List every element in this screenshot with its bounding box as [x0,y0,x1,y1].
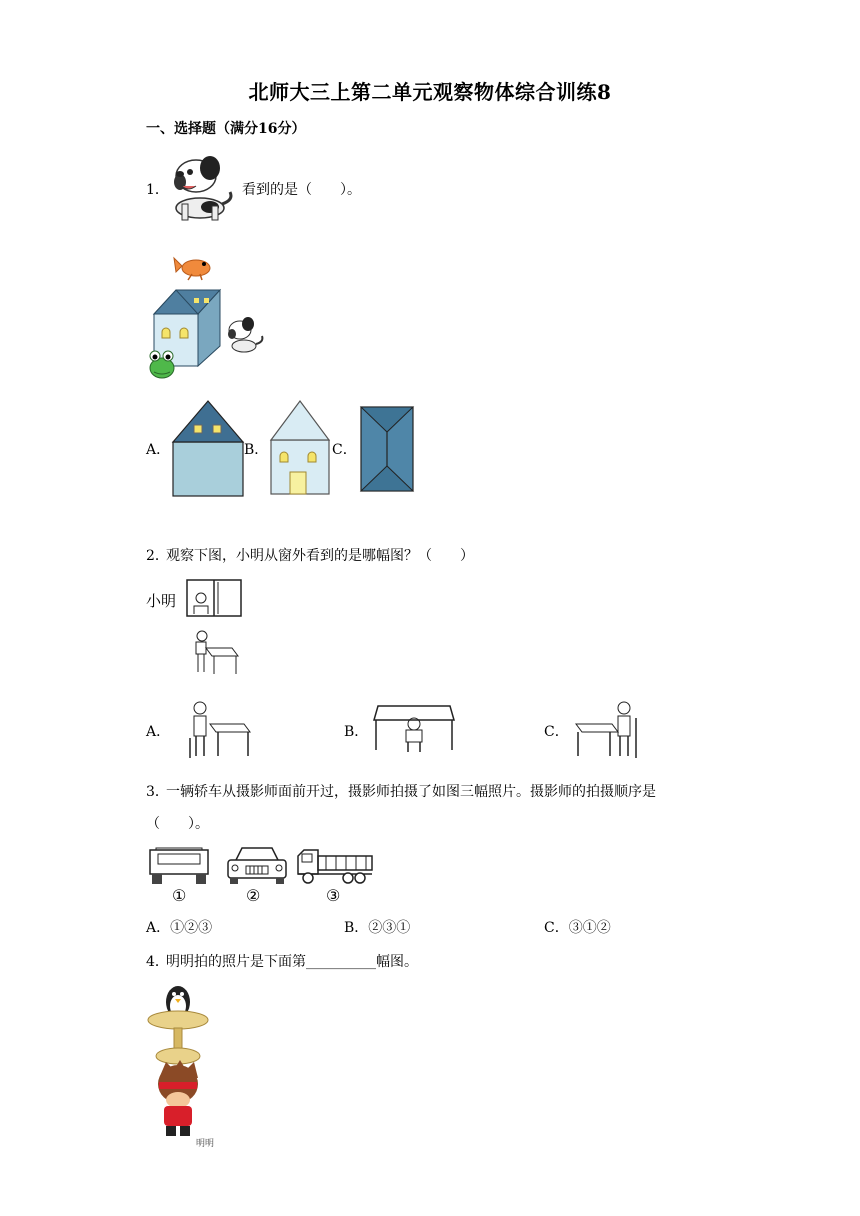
photo-label-2: ② [246,886,261,905]
front-view-figure [572,698,640,760]
q2-option-a: A． [146,724,171,740]
house-scene-figure [144,250,274,382]
q4-text: 明明拍的照片是下面第__________幅图。 [166,954,418,970]
q2-option-c: C． [544,724,569,740]
house-front-roof-figure [172,400,246,498]
page-title: 北师大三上第二单元观察物体综合训练8 [248,80,612,104]
side-view-figure [188,698,254,760]
car-front-figure [226,846,288,886]
xiaoming-label: 小明 [146,592,177,610]
section-heading: 一、选择题（满分16分） [146,121,306,137]
q2-number: 2． [146,548,169,564]
q1-option-b: B． [244,442,269,458]
round-table-icon [148,1011,208,1064]
photo-label-1: ① [172,886,187,905]
q3-text-line1: 一辆轿车从摄影师面前开过，摄影师拍摄了如图三幅照片。摄影师的拍摄顺序是 [166,784,656,800]
truck-side-figure [296,846,374,886]
back-view-figure [372,704,456,754]
penguin-table-boy-figure [146,984,216,1146]
q2-text: 观察下图，小明从窗外看到的是哪幅图？（ ） [166,548,474,564]
bird-icon [174,258,210,280]
dog-icon [228,317,262,352]
q3-text-line2: （ ）。 [146,816,209,832]
roof-top-view-figure [360,406,416,494]
q3-option-a: A．①②③ [146,920,213,936]
truck-back-figure [148,846,210,886]
mingming-label: 明明 [196,1139,215,1149]
q2-option-b: B． [344,724,369,740]
q1-option-a: A． [146,442,171,458]
boy-icon [158,1060,198,1136]
q1-text: 看到的是（ ）。 [242,182,361,198]
q3-number: 3． [146,784,169,800]
q3-option-b: B．②③① [344,920,411,936]
photo-label-3: ③ [326,886,341,905]
window-desk-figure [186,578,246,682]
house-front-figure [270,400,332,496]
q4-number: 4． [146,954,169,970]
q1-option-c: C． [332,442,357,458]
dog-icon [166,152,236,224]
q3-option-c: C．③①② [544,920,611,936]
q1-number: 1． [146,182,169,198]
